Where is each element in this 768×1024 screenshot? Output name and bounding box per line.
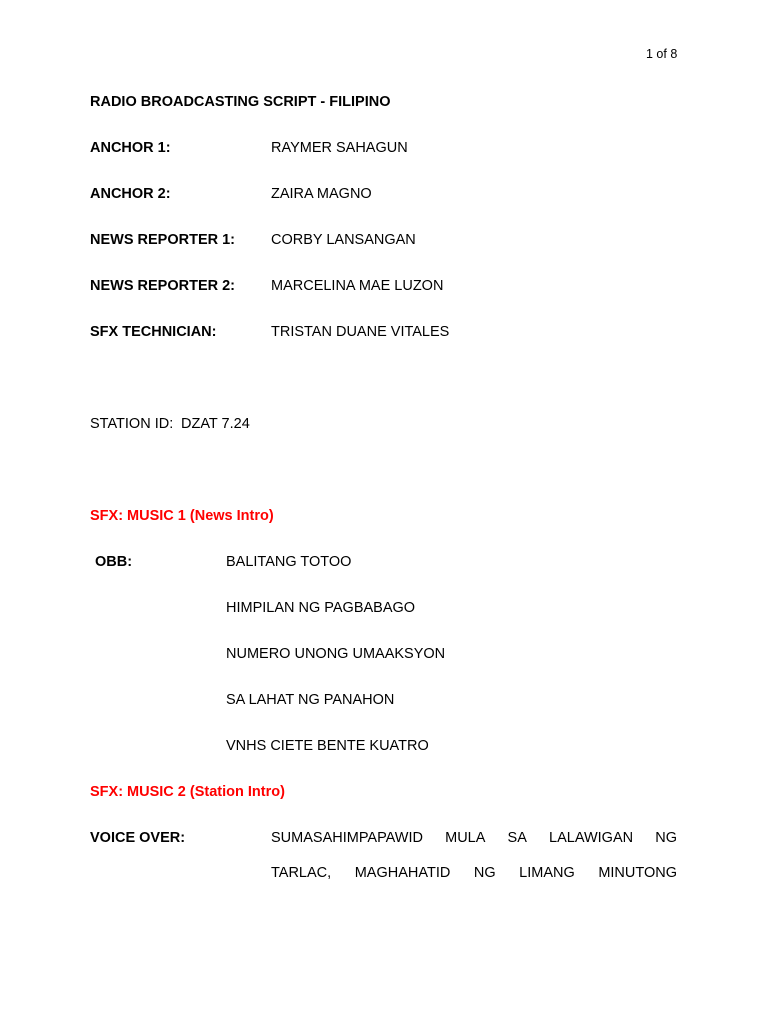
crew-value-news-reporter-2: MARCELINA MAE LUZON — [271, 278, 444, 294]
station-id-label: STATION ID: — [90, 416, 174, 432]
obb-line: SA LAHAT NG PANAHON — [226, 692, 395, 708]
sfx-cue-news-intro: SFX: MUSIC 1 (News Intro) — [90, 508, 274, 524]
voice-over-word: SUMASAHIMPAPAWID — [271, 830, 423, 846]
crew-value-sfx-technician: TRISTAN DUANE VITALES — [271, 324, 450, 340]
crew-label-anchor-1: ANCHOR 1: — [90, 140, 171, 156]
voice-over-word: MAGHAHATID — [354, 865, 451, 881]
voice-over-word: NG — [473, 865, 496, 881]
script-title: RADIO BROADCASTING SCRIPT - FILIPINO — [90, 94, 391, 110]
station-id-value: DZAT 7.24 — [181, 416, 250, 432]
obb-line: BALITANG TOTOO — [226, 554, 352, 570]
voice-over-word: TARLAC, — [271, 865, 332, 881]
voice-over-word: NG — [655, 830, 677, 846]
sfx-cue-station-intro: SFX: MUSIC 2 (Station Intro) — [90, 784, 285, 800]
voice-over-word: MINUTONG — [598, 865, 677, 881]
crew-value-anchor-2: ZAIRA MAGNO — [271, 186, 372, 202]
page-number: 1 of 8 — [646, 47, 678, 61]
crew-value-anchor-1: RAYMER SAHAGUN — [271, 140, 408, 156]
voice-over-line-1 — [271, 830, 677, 846]
voice-over-word: LALAWIGAN — [549, 830, 634, 846]
obb-line: VNHS CIETE BENTE KUATRO — [226, 738, 429, 754]
voice-over-word: LIMANG — [519, 865, 575, 881]
voice-over-word: SA — [507, 830, 527, 846]
crew-label-anchor-2: ANCHOR 2: — [90, 186, 171, 202]
crew-value-news-reporter-1: CORBY LANSANGAN — [271, 232, 416, 248]
obb-line: HIMPILAN NG PAGBABAGO — [226, 600, 416, 616]
obb-line: NUMERO UNONG UMAAKSYON — [226, 646, 446, 662]
voice-over-line-2 — [271, 865, 677, 881]
obb-label: OBB: — [95, 554, 133, 570]
crew-label-sfx-technician: SFX TECHNICIAN: — [90, 324, 217, 340]
voice-over-label: VOICE OVER: — [90, 830, 186, 846]
crew-label-news-reporter-1: NEWS REPORTER 1: — [90, 232, 236, 248]
voice-over-word: MULA — [445, 830, 486, 846]
crew-label-news-reporter-2: NEWS REPORTER 2: — [90, 278, 236, 294]
